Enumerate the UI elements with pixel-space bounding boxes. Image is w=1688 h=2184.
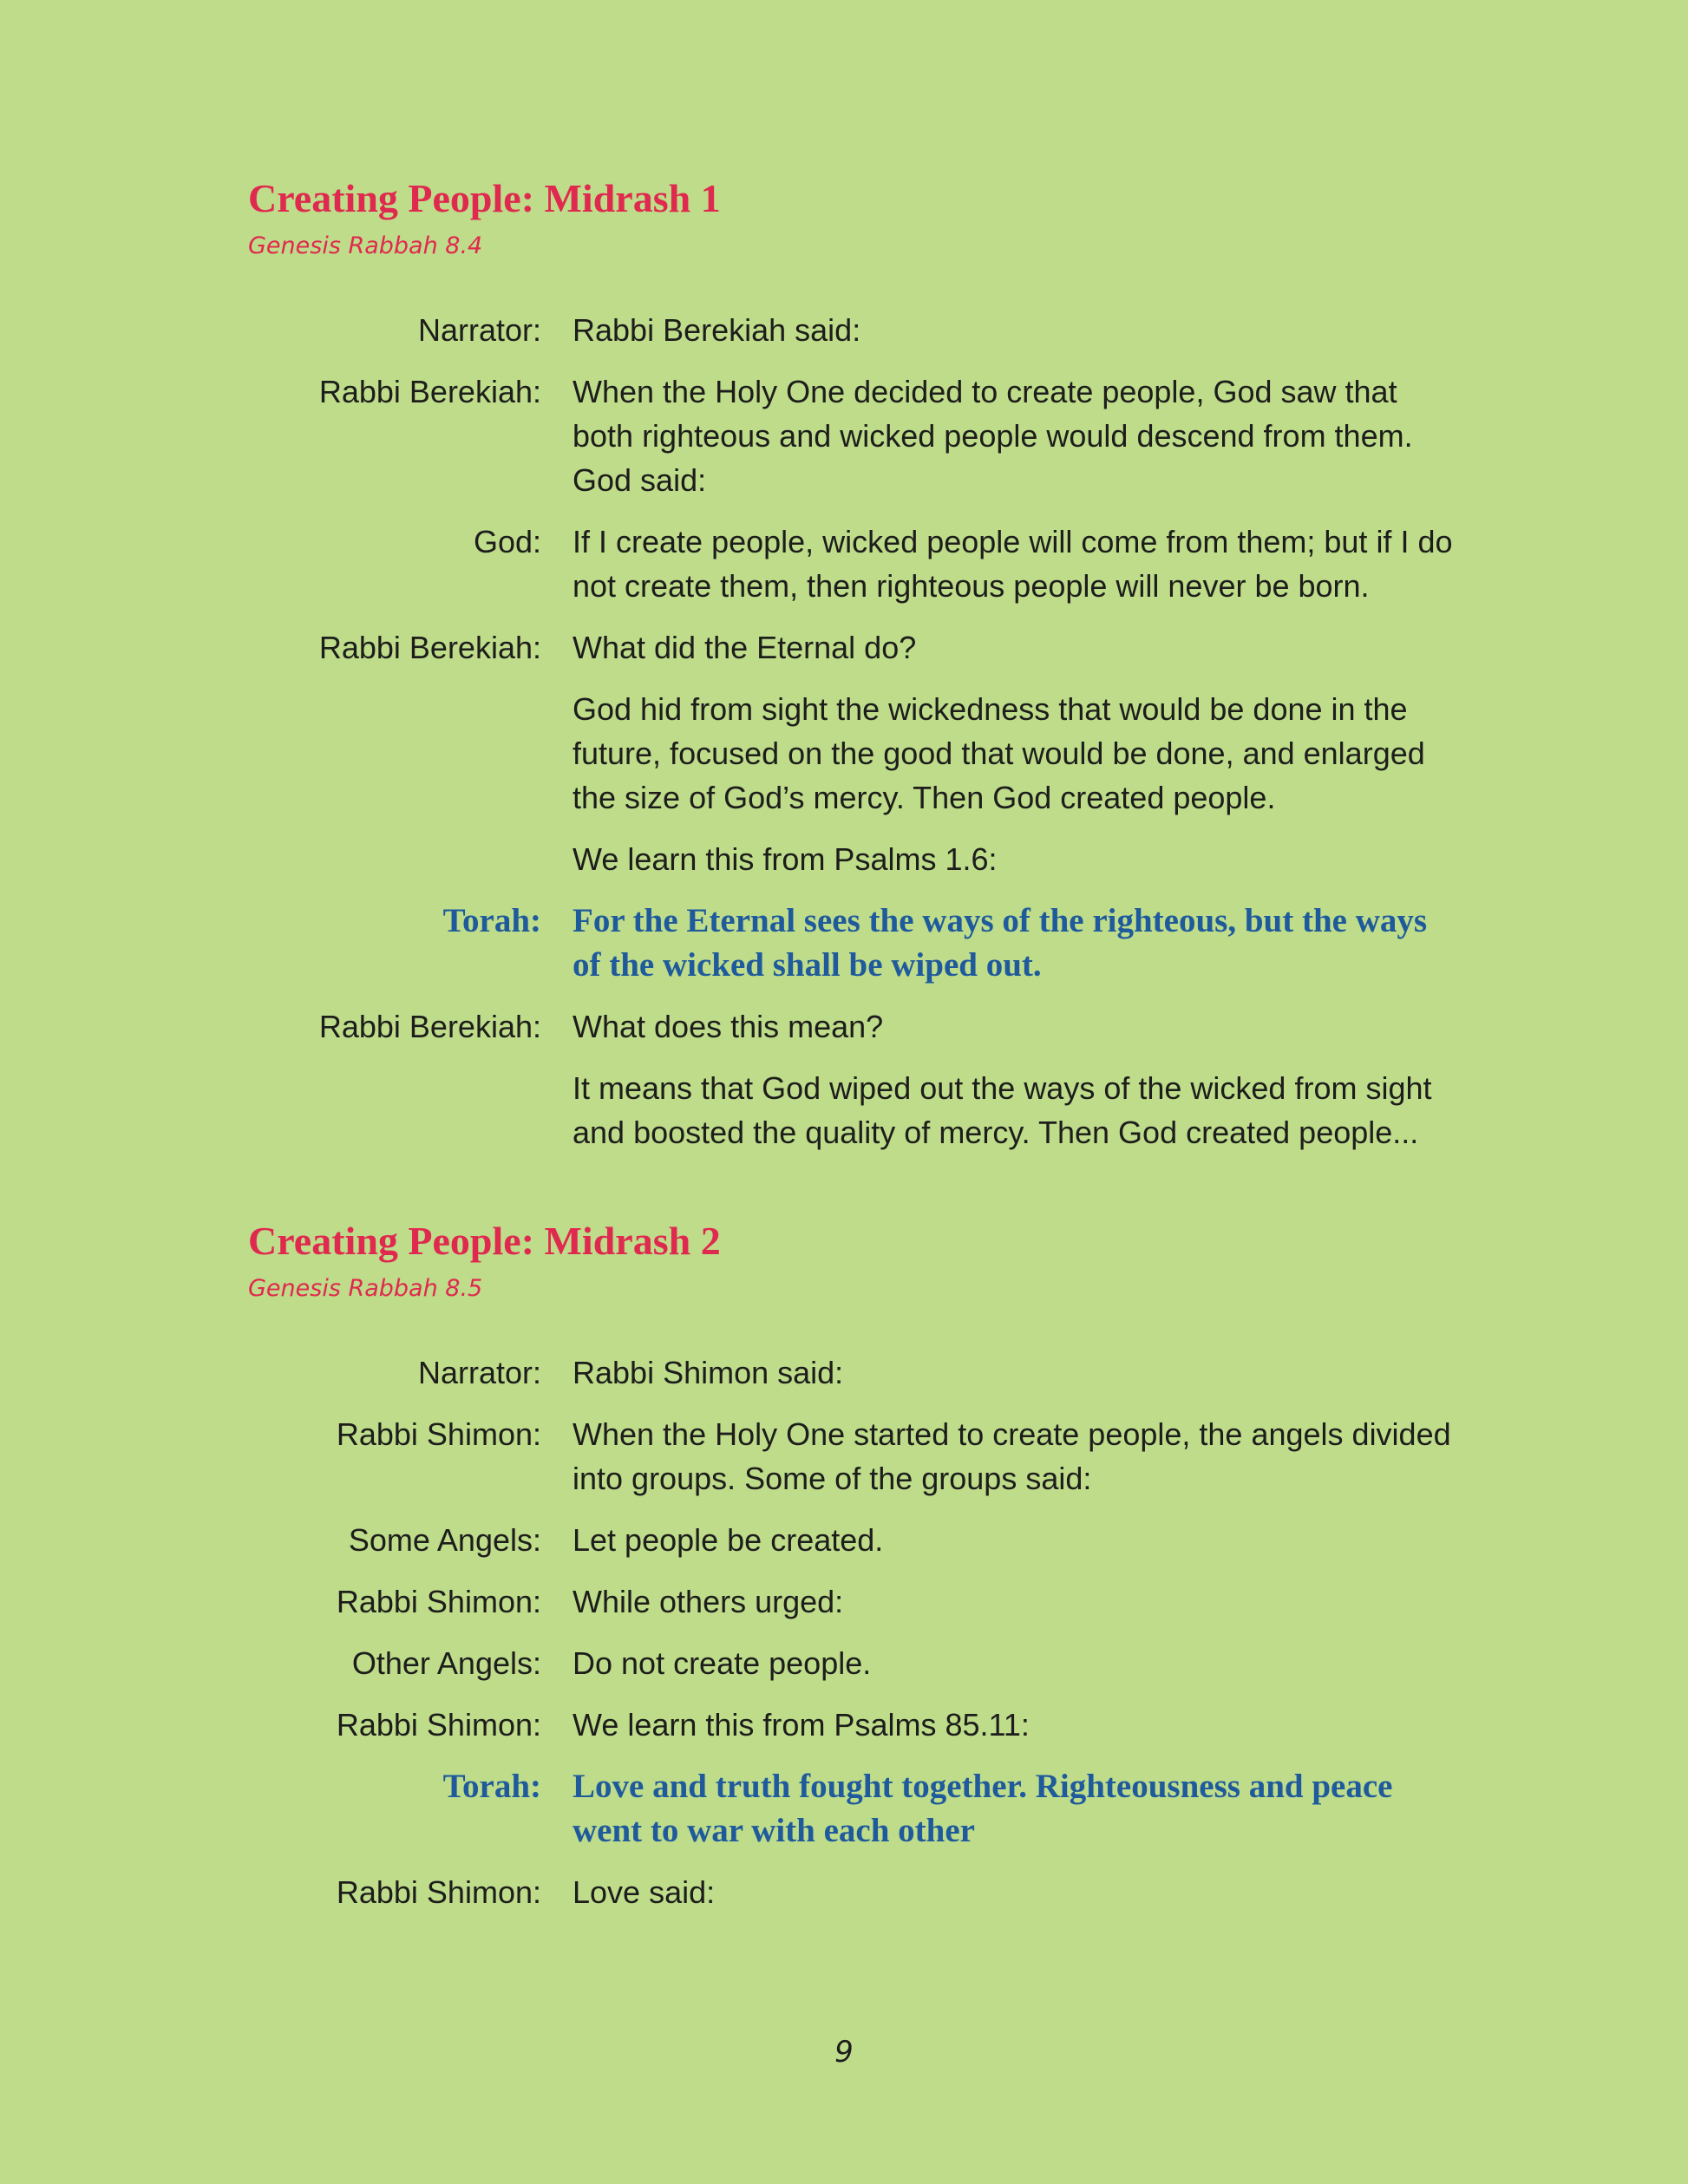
dialogue-text: Do not create people.: [572, 1645, 872, 1681]
midrash-section-1: [248, 176, 1462, 1172]
section-title: Creating People: Midrash 2: [248, 1219, 721, 1263]
speaker-label: Other Angels:: [351, 1645, 541, 1681]
torah-quote-row: [248, 899, 1462, 987]
dialogue-text: What does this mean?: [572, 1009, 884, 1044]
dialogue-text: Rabbi Shimon said:: [572, 1355, 844, 1390]
speaker-label: God:: [473, 524, 541, 559]
dialogue-row: [248, 1004, 1462, 1049]
speaker-label: Narrator:: [417, 312, 541, 348]
dialogue-row: [248, 1412, 1462, 1501]
dialogue-row: [248, 369, 1462, 502]
dialogue-text: God hid from sight the wickedness that would be done in the future, focused on the good that would be done, and enlarged the size of God’s mercy. Then God created people.: [572, 691, 1425, 815]
midrash-section-2: [248, 1221, 1462, 1932]
speaker-label: Rabbi Berekiah:: [318, 374, 541, 409]
torah-text: Love and truth fought together. Righteousness and peace went to war with each other: [572, 1768, 1393, 1849]
section-source: Genesis Rabbah 8.5: [248, 1275, 483, 1302]
torah-text: For the Eternal sees the ways of the righteous, but the ways of the wicked shall be wiped out.: [572, 902, 1428, 984]
dialogue-row: [248, 687, 1462, 820]
dialogue-row: [248, 1350, 1462, 1395]
dialogue-row: [248, 308, 1462, 352]
dialogue: [248, 1350, 1462, 1914]
dialogue-text: While others urged:: [572, 1584, 844, 1619]
dialogue-text: We learn this from Psalms 1.6:: [572, 841, 998, 877]
section-source: Genesis Rabbah 8.4: [248, 232, 483, 259]
dialogue-row: [248, 1703, 1462, 1747]
dialogue-text: It means that God wiped out the ways of the wicked from sight and boosted the quality of mercy. Then God created people...: [572, 1070, 1432, 1150]
dialogue-text: Love said:: [572, 1874, 716, 1910]
section-title: Creating People: Midrash 1: [248, 176, 721, 220]
speaker-label: Rabbi Shimon:: [336, 1416, 541, 1452]
torah-quote-row: [248, 1764, 1462, 1853]
dialogue-text: What did the Eternal do?: [572, 630, 917, 665]
dialogue-text: We learn this from Psalms 85.11:: [572, 1707, 1030, 1743]
dialogue-text: Let people be created.: [572, 1522, 884, 1558]
speaker-label: Narrator:: [417, 1355, 541, 1390]
page-number: 9: [834, 2035, 854, 2070]
speaker-label: Rabbi Shimon:: [336, 1707, 541, 1743]
speaker-label: Rabbi Shimon:: [336, 1874, 541, 1910]
dialogue-row: [248, 520, 1462, 608]
dialogue-row: [248, 1066, 1462, 1154]
dialogue-row: [248, 1518, 1462, 1562]
speaker-label: Rabbi Berekiah:: [318, 630, 541, 665]
dialogue: [248, 308, 1462, 1154]
dialogue-text: If I create people, wicked people will come from them; but if I do not create them, then righteous people will never be born.: [572, 524, 1453, 604]
dialogue-text: When the Holy One decided to create people, God saw that both righteous and wicked people would descend from them. God said:: [572, 374, 1413, 498]
dialogue-row: [248, 625, 1462, 670]
speaker-label: Torah:: [442, 902, 541, 939]
speaker-label: Torah:: [442, 1768, 541, 1805]
dialogue-row: [248, 1641, 1462, 1685]
dialogue-row: [248, 837, 1462, 881]
dialogue-row: [248, 1870, 1462, 1914]
speaker-label: Rabbi Shimon:: [336, 1584, 541, 1619]
dialogue-text: Rabbi Berekiah said:: [572, 312, 861, 348]
speaker-label: Rabbi Berekiah:: [318, 1009, 541, 1044]
dialogue-row: [248, 1579, 1462, 1624]
speaker-label: Some Angels:: [348, 1522, 541, 1558]
dialogue-text: When the Holy One started to create people, the angels divided into groups. Some of the groups said:: [572, 1416, 1451, 1496]
